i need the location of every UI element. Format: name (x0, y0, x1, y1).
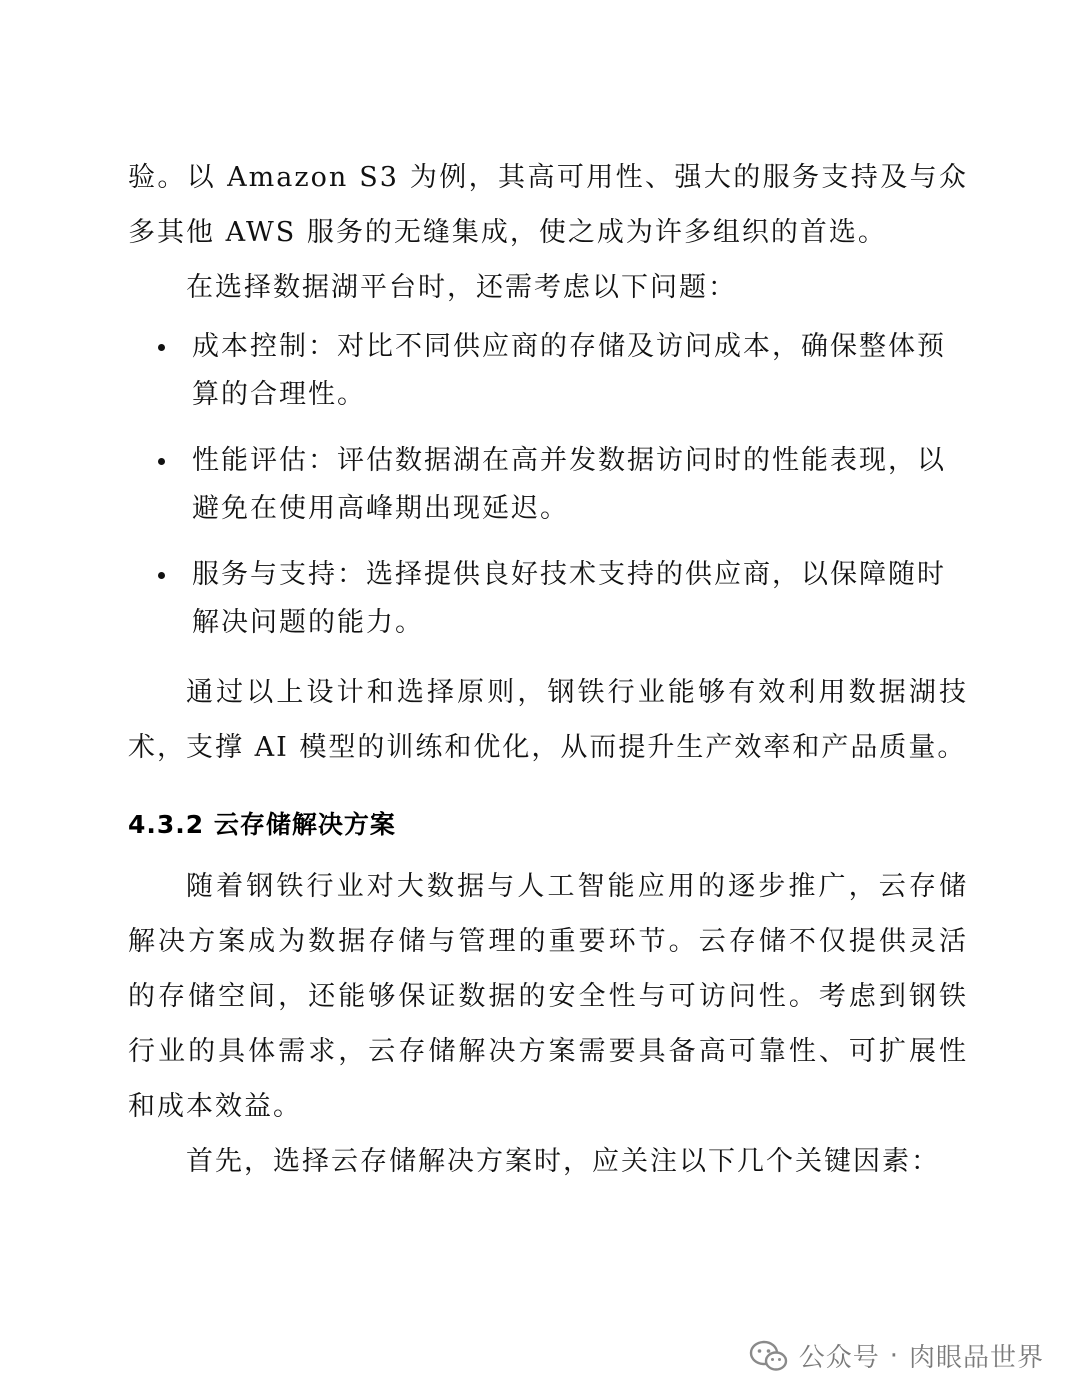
paragraph-key-factors: 首先，选择云存储解决方案时，应关注以下几个关键因素： (186, 1146, 940, 1177)
footer-separator: · (889, 1340, 899, 1371)
bullet-item-performance (128, 437, 968, 533)
bullet-text: 性能评估：评估数据湖在高并发数据访问时的性能表现，以避免在使用高峰期出现延迟。 (192, 445, 946, 524)
document-page (128, 150, 968, 1189)
bullet-text: 服务与支持：选择提供良好技术支持的供应商，以保障随时解决问题的能力。 (192, 559, 946, 638)
bullet-list (128, 323, 968, 647)
footer-account-name: 肉眼品世界 (908, 1343, 1044, 1373)
bullet-item-cost (128, 323, 968, 419)
paragraph-continuation: 验。以 Amazon S3 为例，其高可用性、强大的服务支持及与众多其他 AWS 服务的无缝集成，使之成为许多组织的首选。 (128, 162, 968, 248)
section-heading: 4.3.2 云存储解决方案 (128, 810, 396, 839)
bullet-dot-icon (158, 344, 165, 351)
bullet-dot-icon (158, 572, 165, 579)
footer-watermark (749, 1337, 1044, 1374)
bullet-text: 成本控制：对比不同供应商的存储及访问成本，确保整体预算的合理性。 (192, 331, 946, 410)
wechat-icon (749, 1340, 789, 1372)
bullet-dot-icon (158, 458, 165, 465)
paragraph-conclusion: 通过以上设计和选择原则，钢铁行业能够有效利用数据湖技术，支撑 AI 模型的训练和优化，从而提升生产效率和产品质量。 (128, 677, 968, 763)
bullet-item-support (128, 551, 968, 647)
paragraph-cloud-storage: 随着钢铁行业对大数据与人工智能应用的逐步推广，云存储解决方案成为数据存储与管理的重要环节。云存储不仅提供灵活的存储空间，还能够保证数据的安全性与可访问性。考虑到钢铁行业的具体需求，云存储解决方案需要具备高可靠性、可扩展性和成本效益。 (128, 871, 968, 1122)
footer-source-label: 公众号 (798, 1343, 880, 1373)
paragraph-intro-questions: 在选择数据湖平台时，还需考虑以下问题： (186, 272, 737, 303)
